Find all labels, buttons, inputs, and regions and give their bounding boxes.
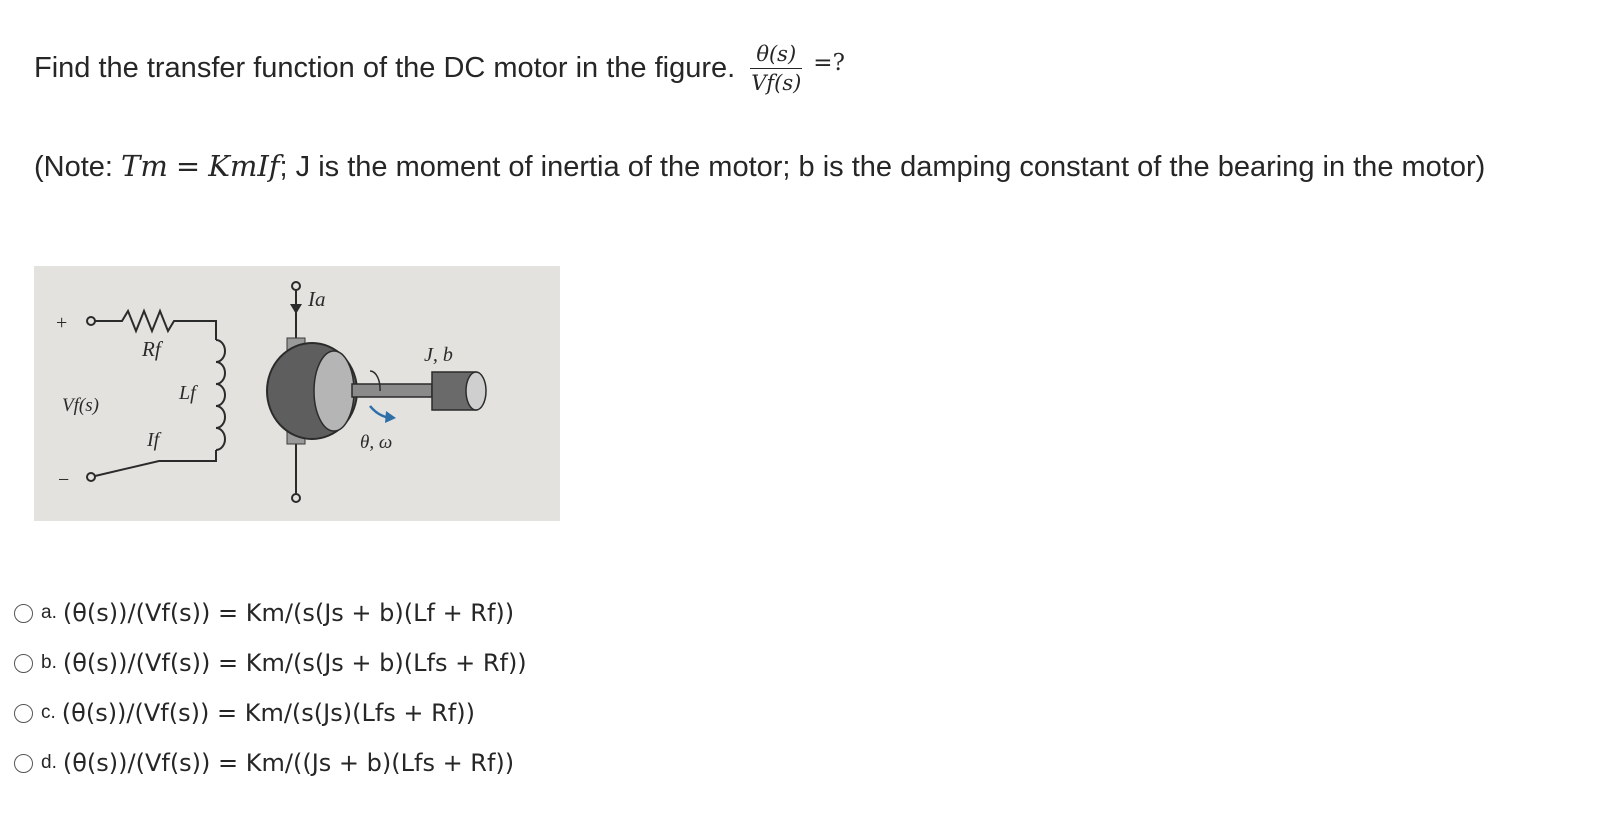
dc-motor-diagram bbox=[34, 266, 560, 521]
note-equals: = bbox=[175, 149, 201, 183]
theta-omega-label: θ, ω bbox=[360, 432, 393, 453]
load-face bbox=[466, 372, 486, 410]
transfer-function-fraction bbox=[745, 42, 807, 95]
motor-shaft bbox=[352, 384, 432, 397]
option-d-formula: (θ(s))/(Vf(s)) = Km/((Js + b)(Lfs + Rf)) bbox=[62, 749, 515, 777]
option-d-radio[interactable] bbox=[14, 754, 33, 773]
dc-motor-figure bbox=[34, 266, 560, 521]
fraction-numerator: θ(s) bbox=[750, 42, 802, 69]
minus-label: − bbox=[58, 469, 70, 491]
option-b-formula: (θ(s))/(Vf(s)) = Km/(s(Js + b)(Lfs + Rf)) bbox=[62, 649, 527, 677]
option-a-letter: a. bbox=[41, 602, 57, 623]
plus-label: + bbox=[56, 312, 68, 334]
if-label: If bbox=[147, 429, 160, 451]
note-rest: ; J is the moment of inertia of the motor; b is the damping constant of the bearing in the motor) bbox=[279, 151, 1486, 183]
answer-options bbox=[14, 588, 527, 788]
option-b-letter: b. bbox=[41, 652, 57, 673]
option-d-letter: d. bbox=[41, 752, 57, 773]
fraction-suffix: =? bbox=[813, 49, 845, 76]
option-c[interactable] bbox=[14, 688, 527, 738]
option-b-radio[interactable] bbox=[14, 654, 33, 673]
option-c-formula: (θ(s))/(Vf(s)) = Km/(s(Js)(Lfs + Rf)) bbox=[61, 699, 475, 727]
motor-face bbox=[314, 351, 354, 431]
question-text-row bbox=[34, 42, 845, 95]
rf-label: Rf bbox=[142, 337, 161, 361]
option-a-radio[interactable] bbox=[14, 604, 33, 623]
note-torque-math bbox=[121, 149, 280, 183]
option-a[interactable] bbox=[14, 588, 527, 638]
fraction-denominator: Vf(s) bbox=[751, 71, 802, 96]
lf-label: Lf bbox=[179, 382, 196, 404]
option-c-radio[interactable] bbox=[14, 704, 33, 723]
vf-label: Vf(s) bbox=[62, 395, 99, 416]
ia-label: Ia bbox=[308, 287, 326, 311]
jb-label: J, b bbox=[424, 344, 453, 366]
question-text: Find the transfer function of the DC motor in the figure. bbox=[34, 52, 736, 85]
option-a-formula: (θ(s))/(Vf(s)) = Km/(s(Js + b)(Lf + Rf)) bbox=[62, 599, 515, 627]
note-open: (Note: bbox=[34, 151, 122, 183]
option-d[interactable] bbox=[14, 738, 527, 788]
note-paragraph bbox=[34, 140, 1564, 193]
option-b[interactable] bbox=[14, 638, 527, 688]
option-c-letter: c. bbox=[41, 702, 56, 723]
note-torque-symbol: Tm bbox=[121, 149, 168, 183]
note-torque-expr: KmIf bbox=[208, 149, 280, 183]
